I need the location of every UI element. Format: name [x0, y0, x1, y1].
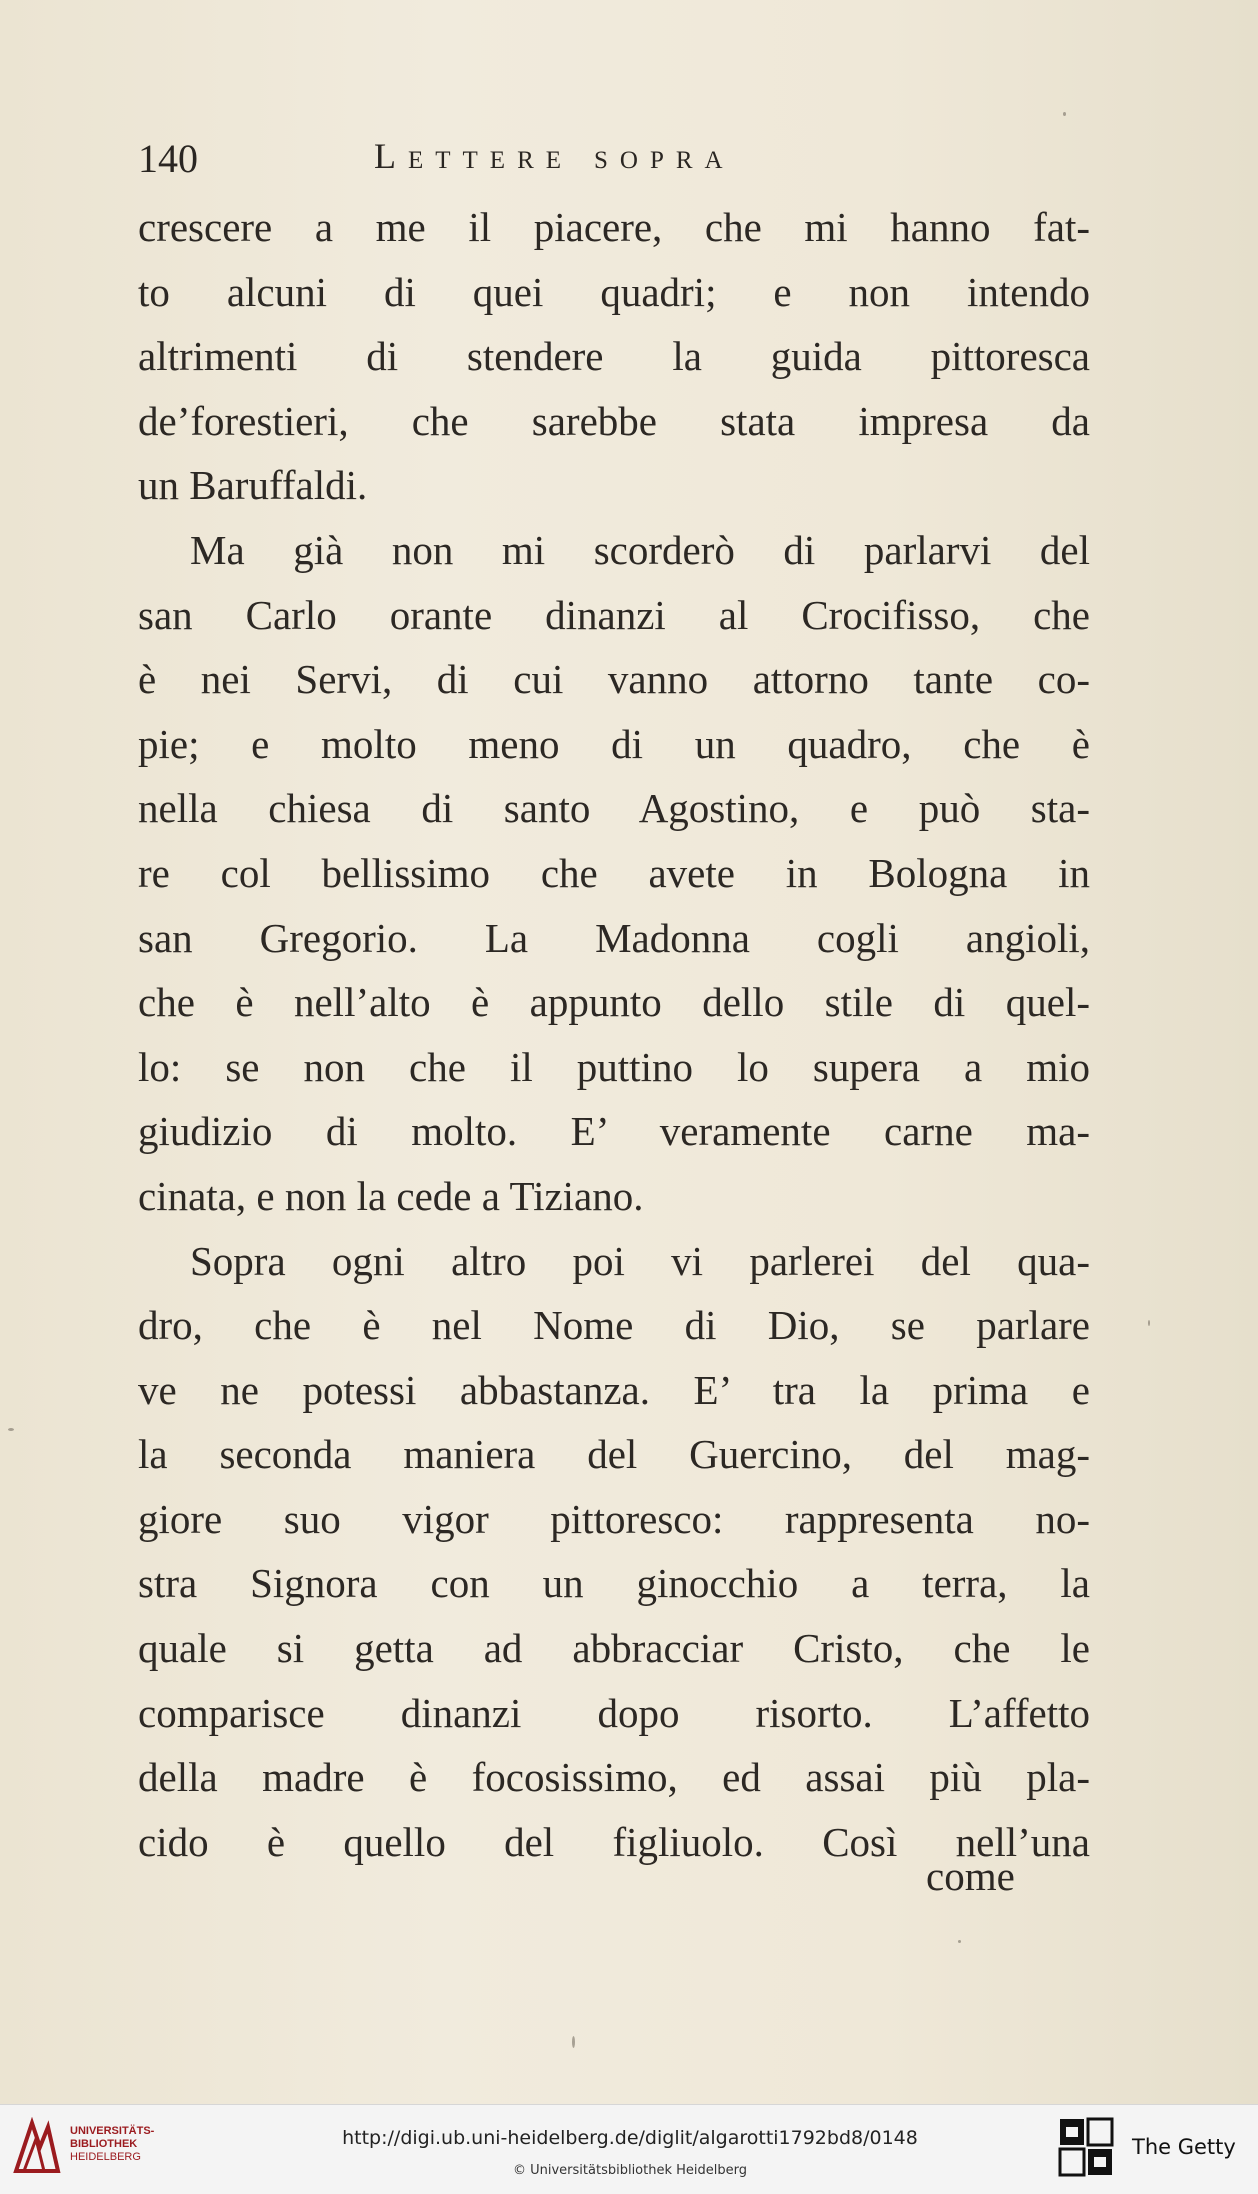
paper-speck	[1063, 112, 1066, 116]
text-line: nella chiesa di santo Agostino, e può sta-	[138, 785, 1090, 832]
university-library-logo-icon	[10, 2117, 64, 2177]
catchword: come	[926, 1853, 1015, 1899]
paper-speck	[1148, 1320, 1150, 1326]
text-line: stra Signora con un ginocchio a terra, la	[138, 1560, 1090, 1607]
text-line: san Carlo orante dinanzi al Crocifisso, che	[138, 591, 1090, 638]
text-line: re col bellissimo che avete in Bologna in	[138, 849, 1090, 896]
text-line: cinata, e non la cede a Tiziano.	[138, 1172, 644, 1219]
text-line: crescere a me il piacere, che mi hanno fat-	[138, 204, 1090, 250]
permalink-url[interactable]: http://digi.ub.uni-heidelberg.de/diglit/algarotti1792bd8/0148	[342, 2127, 918, 2149]
paper-speck	[958, 1940, 961, 1943]
viewer-footer	[0, 2104, 1258, 2194]
text-line: Ma già non mi scorderò di parlarvi del	[190, 526, 1090, 573]
text-line: un Baruffaldi.	[138, 462, 368, 509]
copyright-notice: © Universitätsbibliothek Heidelberg	[512, 2163, 747, 2178]
paper-speck	[8, 1428, 14, 1431]
text-line: della madre è focosissimo, ed assai più pla-	[138, 1754, 1090, 1801]
text-line: de’forestieri, che sarebbe stata impresa da	[138, 397, 1090, 444]
text-line: Sopra ogni altro poi vi parlerei del qua-	[190, 1237, 1090, 1284]
running-head	[138, 135, 1088, 185]
text-line: è nei Servi, di cui vanno attorno tante co-	[138, 656, 1090, 703]
paper-speck	[572, 2036, 575, 2048]
text-line: san Gregorio. La Madonna cogli angioli,	[138, 914, 1090, 961]
text-line: dro, che è nel Nome di Dio, se parlare	[138, 1302, 1090, 1349]
body-text	[138, 195, 1090, 1874]
text-line: altrimenti di stendere la guida pittoresca	[138, 333, 1090, 380]
text-line: giudizio di molto. E’ veramente carne ma-	[138, 1108, 1090, 1155]
text-line: la seconda maniera del Guercino, del mag-	[138, 1431, 1090, 1478]
text-line: to alcuni di quei quadri; e non intendo	[138, 268, 1090, 315]
text-line: pie; e molto meno di un quadro, che è	[138, 720, 1090, 767]
text-line: ve ne potessi abbastanza. E’ tra la prima e	[138, 1366, 1090, 1413]
page-number: 140	[138, 136, 198, 181]
getty-logo-icon	[1058, 2117, 1114, 2177]
partner-name: The Getty	[1132, 2135, 1236, 2159]
text-line: cido è quello del figliuolo. Così nell’una	[138, 1818, 1090, 1865]
text-line: quale si getta ad abbracciar Cristo, che le	[138, 1625, 1090, 1672]
text-line: lo: se non che il puttino lo supera a mio	[138, 1043, 1090, 1090]
text-line: giore suo vigor pittoresco: rappresenta no-	[138, 1495, 1090, 1542]
text-line: che è nell’alto è appunto dello stile di quel-	[138, 979, 1090, 1026]
library-name	[70, 2125, 154, 2164]
text-line: comparisce dinanzi dopo risorto. L’affetto	[138, 1689, 1090, 1736]
library-name-line: HEIDELBERG	[70, 2151, 141, 2163]
library-name-line: BIBLIOTHEK	[70, 2138, 138, 2150]
running-title: Lettere sopra	[374, 136, 735, 176]
library-name-line: UNIVERSITÄTS-	[70, 2125, 155, 2137]
